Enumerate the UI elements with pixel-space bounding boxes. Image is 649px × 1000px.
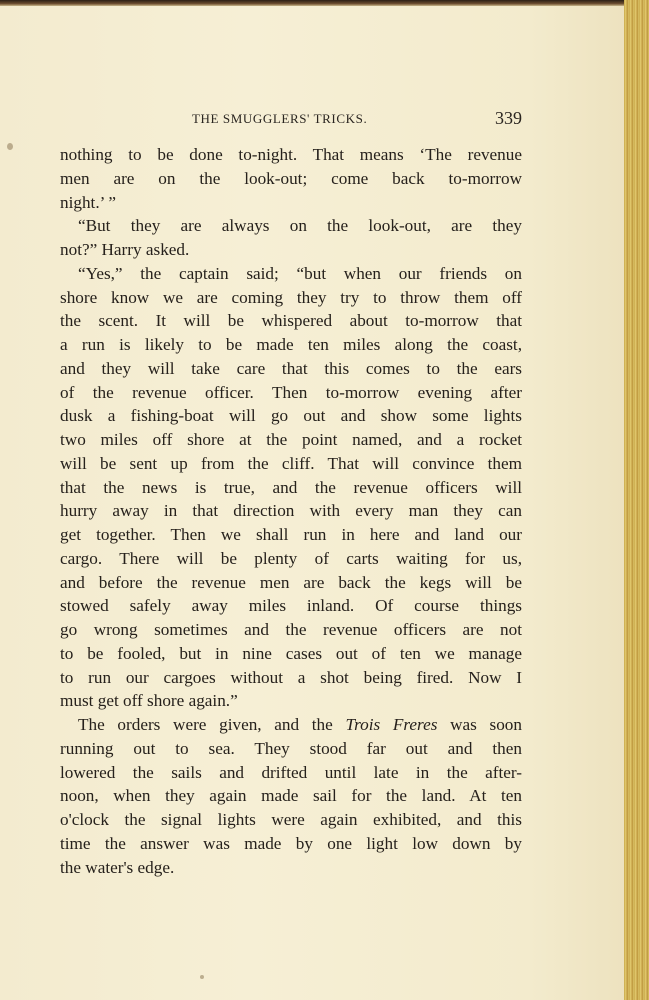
text-line: to run our cargoes without a shot being fired. Now I [60,667,522,687]
text-line: not?” Harry asked. [60,240,190,259]
text-line: stowed safely away miles inland. Of course things [60,596,522,616]
body-text [60,143,522,879]
text-line: a run is likely to be made ten miles along the coast, [60,335,522,354]
text-line: cargo. There will be plenty of carts waiting for us, [60,548,522,568]
text-line: will be sent up from the cliff. That will convince them [60,453,522,473]
text-line [60,713,522,737]
text-line: dusk a fishing-boat will go out and show some lights [60,406,522,426]
text-line: lowered the sails and drifted until late in the after- [60,762,522,782]
text-line: two miles off shore at the point named, and a rocket [60,430,522,449]
text-line: the scent. It will be whispered about to-morrow that [60,311,522,331]
paper-spot [7,143,13,150]
text-line: go wrong sometimes and the revenue officers are not [60,620,522,639]
page-number: 339 [495,108,522,128]
text-line: night.’ ” [60,192,117,212]
text-line: noon, when they again made sail for the land. At ten [60,786,522,806]
text-line: men are on the look-out; come back to-morrow [60,168,522,188]
running-title: THE SMUGGLERS' TRICKS. [192,111,368,126]
text-line: o'clock the signal lights were again exhibited, and this [60,810,522,829]
text-span: The orders were given, and the [78,715,346,734]
text-line: and they will take care that this comes to the ears [60,358,522,378]
text-line: nothing to be done to-night. That means ‘The revenue [60,145,522,164]
text-line: of the revenue officer. Then to-morrow evening after [60,382,522,402]
gilt-page-edge [624,0,649,1000]
text-line: the water's edge. [60,857,175,877]
page-top-edge [0,0,640,6]
text-span: was soon [437,715,522,734]
text-line: “But they are always on the look-out, are they [78,216,522,236]
text-line: and before the revenue men are back the kegs will be [60,572,522,592]
running-header [192,108,522,130]
text-line: running out to sea. They stood far out and then [60,738,522,758]
text-line: hurry away in that direction with every man they can [60,501,522,521]
paper-spot [200,975,204,979]
text-line: shore know we are coming they try to throw them off [60,287,522,307]
text-line: to be fooled, but in nine cases out of ten we manage [60,643,522,663]
text-line: get together. Then we shall run in here and land our [60,525,522,544]
text-line: time the answer was made by one light low down by [60,833,522,853]
text-line: that the news is true, and the revenue officers will [60,477,522,497]
ship-name: Trois Freres [345,715,438,734]
text-line: “Yes,” the captain said; “but when our friends on [78,263,522,283]
text-line: must get off shore again.” [60,691,238,711]
